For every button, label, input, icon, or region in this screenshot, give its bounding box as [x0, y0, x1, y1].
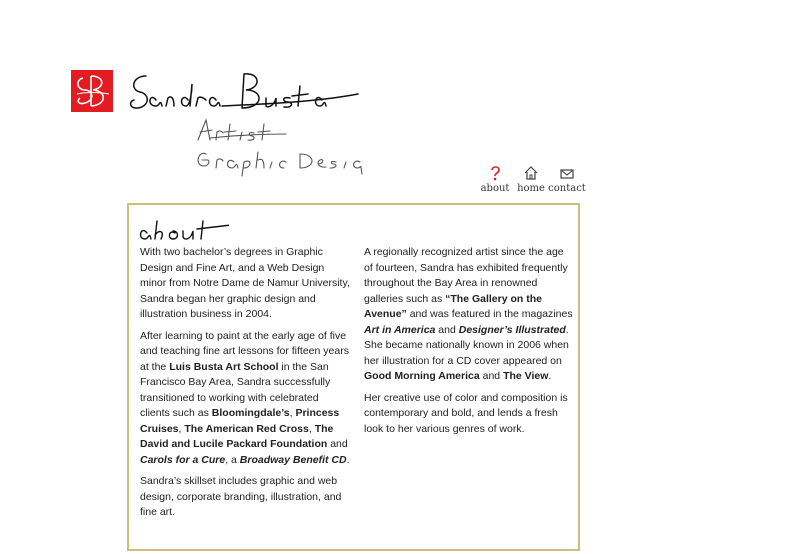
about-paragraph [140, 474, 350, 521]
nav-about-label: about [480, 183, 510, 194]
text-segment: and [327, 438, 348, 450]
tv-show-name: Good Morning America [364, 370, 480, 382]
client-name: Carols for a Cure [140, 453, 226, 466]
text-segment: . She became nationally known in 2006 when her illustration for a CD cover appeared on [364, 323, 569, 367]
about-paragraph-text: With two bachelor’s degrees in Graphic Design and Fine Art, and a Web Design minor from Notre Dame de Namur University, Sandra began her graphic design and illustration business in 2004. [140, 246, 350, 320]
client-name: Broadway Benefit CD [239, 453, 347, 466]
magazine-name: Art in America [364, 323, 436, 336]
text-segment: . [548, 370, 552, 382]
client-name: The American Red Cross [184, 422, 309, 435]
question-icon [489, 165, 501, 185]
text-segment: A regionally recognized artist since the age of fourteen, Sandra has exhibited frequently throughout the Bay Area in renowned galleries such as [364, 246, 568, 305]
about-left-column [140, 245, 350, 527]
section-title-about [139, 215, 229, 241]
about-paragraph [364, 245, 574, 385]
about-paragraph-text: Her creative use of color and composition is contemporary and bold, and lends a fresh look to her various genres of work. [364, 391, 568, 435]
client-name: The David and Lucile Packard Foundation [140, 422, 334, 450]
about-right-column [364, 245, 574, 443]
client-name: Bloomingdale’s [211, 407, 290, 419]
nav-contact-label: contact [548, 183, 586, 194]
text-segment: After learning to paint at the early age of five and teaching fine art lessons for fifteen years at the [140, 329, 349, 373]
text-segment: and was featured in the magazines [406, 308, 573, 320]
about-paragraph-text: Sandra’s skillset includes graphic and web design, corporate branding, illustration, and fine art. [140, 475, 342, 518]
envelope-icon [559, 165, 575, 185]
text-segment: , [289, 407, 296, 419]
nav-about-link[interactable] [478, 165, 512, 195]
text-segment: in the San Francisco Bay Area, Sandra successfully transitioned to working with celebrated clients such as [140, 360, 331, 419]
text-segment: , a [225, 453, 240, 466]
magazine-name: Designer’s Illustrated [458, 323, 566, 336]
main-nav [478, 165, 588, 195]
about-paragraph [364, 391, 574, 438]
about-paragraph [140, 329, 350, 469]
text-segment: and [479, 370, 504, 382]
text-segment: , [308, 422, 315, 435]
text-segment: and [435, 323, 459, 336]
nav-home-label: home [517, 183, 545, 194]
site-name-signature [126, 62, 366, 122]
client-name: Princess Cruises [140, 407, 340, 435]
nav-contact-link[interactable] [550, 165, 584, 195]
tv-show-name: The View [503, 370, 549, 382]
text-segment: , [178, 422, 185, 435]
sb-monogram-logo [71, 70, 113, 112]
nav-home-link[interactable] [514, 165, 548, 195]
tagline-artist-graphic-designer [190, 116, 365, 178]
gallery-name: “The Gallery on the Avenue” [364, 292, 542, 320]
house-icon [523, 165, 539, 185]
text-segment: . [346, 453, 350, 466]
about-content-panel [127, 203, 580, 551]
art-school-name: Luis Busta Art School [169, 360, 279, 373]
about-paragraph [140, 245, 350, 323]
